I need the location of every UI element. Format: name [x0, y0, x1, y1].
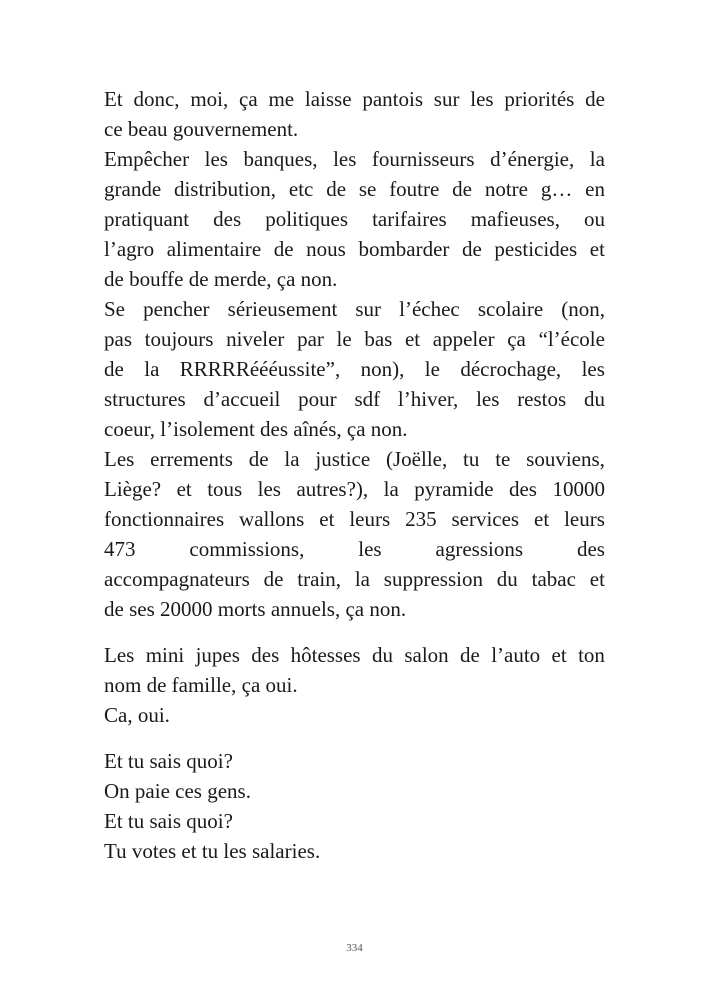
word: la — [144, 357, 160, 381]
word: banques, — [243, 147, 318, 171]
text-line — [104, 534, 605, 564]
word: décrochage, — [460, 357, 562, 381]
word: le — [424, 357, 440, 381]
word: services — [451, 507, 520, 531]
word: me — [268, 87, 295, 111]
word: laisse — [304, 87, 352, 111]
word: bas — [364, 327, 393, 351]
word: l’hiver, — [397, 387, 459, 411]
word: etc — [288, 177, 314, 201]
text-line: de bouffe de merde, ça non. — [104, 267, 338, 291]
text-line: Ca, oui. — [104, 703, 170, 727]
word: g… — [540, 177, 573, 201]
word: politiques — [265, 207, 349, 231]
paragraph — [104, 746, 605, 866]
word: autres?), — [296, 477, 369, 501]
word: les — [581, 357, 605, 381]
word: Se — [104, 297, 125, 321]
word: pesticides — [494, 237, 578, 261]
document-body — [104, 84, 605, 866]
word: les — [333, 147, 357, 171]
word: tous — [207, 477, 243, 501]
word: des — [508, 477, 537, 501]
word: agressions — [435, 537, 524, 561]
text-line — [104, 324, 605, 354]
word: des — [251, 643, 280, 667]
word: pratiquant — [104, 207, 190, 231]
word: pour — [298, 387, 337, 411]
word: du — [496, 567, 518, 591]
word: scolaire — [477, 297, 544, 321]
word: 473 — [104, 537, 136, 561]
word: la — [354, 567, 370, 591]
word: le — [336, 327, 352, 351]
word: priorités — [504, 87, 575, 111]
word: pas — [104, 327, 132, 351]
word: jupes — [195, 643, 240, 667]
word: foutre — [389, 177, 440, 201]
word: et — [589, 237, 605, 261]
word: de — [326, 177, 347, 201]
word: ça — [507, 327, 526, 351]
text-line: coeur, l’isolement des aînés, ça non. — [104, 417, 408, 441]
text-line — [104, 564, 605, 594]
word: justice — [315, 447, 371, 471]
word: sur — [355, 297, 382, 321]
word: non), — [360, 357, 405, 381]
word: accompagnateurs — [104, 567, 250, 591]
word: souviens, — [526, 447, 605, 471]
word: la — [383, 477, 399, 501]
page-number: 334 — [346, 942, 363, 954]
word: RRRRRéééussite”, — [179, 357, 341, 381]
word: moi, — [190, 87, 229, 111]
text-line: Tu votes et tu les salaries. — [104, 839, 321, 863]
text-line — [104, 294, 605, 324]
word: ou — [584, 207, 605, 231]
word: par — [297, 327, 324, 351]
word: alimentaire — [166, 237, 262, 261]
paragraph — [104, 640, 605, 730]
word: restos — [517, 387, 567, 411]
word: Les — [104, 643, 135, 667]
word: les — [358, 537, 382, 561]
text-line — [104, 174, 605, 204]
word: grande — [104, 177, 162, 201]
word: bombarder — [358, 237, 450, 261]
word: d’accueil — [203, 387, 281, 411]
word: toujours — [144, 327, 214, 351]
word: tabac — [531, 567, 576, 591]
word: te — [495, 447, 511, 471]
text-line — [104, 474, 605, 504]
text-line — [104, 504, 605, 534]
word: 235 — [405, 507, 437, 531]
paragraph — [104, 444, 605, 624]
word: fonctionnaires — [104, 507, 225, 531]
word: Les — [104, 447, 135, 471]
word: les — [470, 87, 494, 111]
word: distribution, — [173, 177, 277, 201]
word: les — [204, 147, 228, 171]
word: de — [273, 237, 294, 261]
text-line: On paie ces gens. — [104, 779, 251, 803]
word: niveler — [226, 327, 285, 351]
word: et — [319, 507, 335, 531]
word: les — [476, 387, 500, 411]
word: nous — [306, 237, 346, 261]
text-line — [104, 354, 605, 384]
word: leurs — [564, 507, 605, 531]
word: ton — [578, 643, 605, 667]
word: mini — [145, 643, 185, 667]
word: des — [576, 537, 605, 561]
text-line — [104, 640, 605, 670]
text-line — [104, 204, 605, 234]
word: Liège? — [104, 477, 162, 501]
word: de — [585, 87, 605, 111]
word: et — [404, 327, 421, 351]
word: train, — [297, 567, 341, 591]
word: l’échec — [399, 297, 460, 321]
word: des — [213, 207, 242, 231]
paragraph — [104, 144, 605, 294]
word: de — [104, 357, 124, 381]
word: structures — [104, 387, 186, 411]
text-line — [104, 84, 605, 114]
word: d’énergie, — [490, 147, 575, 171]
word: donc, — [133, 87, 180, 111]
text-line — [104, 444, 605, 474]
word: et — [551, 643, 567, 667]
word: de — [452, 177, 472, 201]
word: du — [583, 387, 605, 411]
paragraph — [104, 84, 605, 144]
word: sérieusement — [227, 297, 338, 321]
word: l’auto — [491, 643, 541, 667]
word: en — [585, 177, 605, 201]
word: errements — [150, 447, 233, 471]
word: de — [461, 237, 482, 261]
word: suppression — [383, 567, 483, 591]
word: de — [460, 643, 480, 667]
word: “l’école — [538, 327, 605, 351]
word: Empêcher — [104, 147, 190, 171]
word: leurs — [349, 507, 391, 531]
text-line: de ses 20000 morts annuels, ça non. — [104, 597, 407, 621]
word: pencher — [143, 297, 210, 321]
word: pyramide — [414, 477, 494, 501]
word: et — [176, 477, 192, 501]
word: appeler — [432, 327, 495, 351]
word: pantois — [362, 87, 423, 111]
word: fournisseurs — [371, 147, 475, 171]
word: ça — [239, 87, 258, 111]
word: les — [257, 477, 281, 501]
text-line — [104, 384, 605, 414]
word: notre — [484, 177, 528, 201]
text-line — [104, 144, 605, 174]
word: (Joëlle, — [386, 447, 448, 471]
text-line: Et tu sais quoi? — [104, 809, 233, 833]
word: Et — [104, 87, 123, 111]
word: salon — [404, 643, 449, 667]
word: l’agro — [104, 237, 155, 261]
word: commissions, — [189, 537, 305, 561]
word: (non, — [561, 297, 605, 321]
word: se — [358, 177, 377, 201]
word: et — [589, 567, 605, 591]
paragraph-spacer — [104, 624, 605, 640]
text-line: ce beau gouvernement. — [104, 117, 299, 141]
word: tu — [463, 447, 480, 471]
word: de — [248, 447, 269, 471]
word: la — [284, 447, 300, 471]
word: hôtesses — [290, 643, 361, 667]
text-line: Et tu sais quoi? — [104, 749, 233, 773]
word: mafieuses, — [470, 207, 560, 231]
paragraph — [104, 294, 605, 444]
text-line: nom de famille, ça oui. — [104, 673, 298, 697]
word: de — [263, 567, 284, 591]
word: sdf — [354, 387, 381, 411]
word: tarifaires — [372, 207, 447, 231]
word: la — [589, 147, 605, 171]
paragraph-spacer — [104, 730, 605, 746]
word: wallons — [239, 507, 305, 531]
text-line — [104, 234, 605, 264]
word: et — [534, 507, 550, 531]
word: du — [371, 643, 393, 667]
word: 10000 — [552, 477, 605, 501]
word: sur — [433, 87, 460, 111]
